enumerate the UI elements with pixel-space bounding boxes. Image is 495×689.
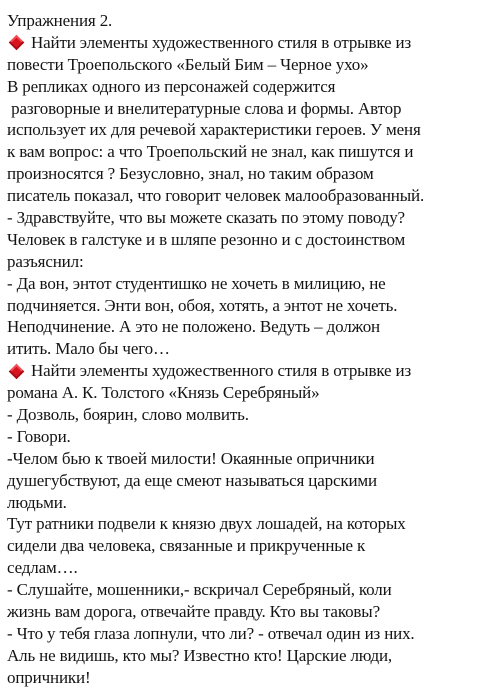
exercise-heading: Упражнения 2. xyxy=(7,11,113,30)
task1-text-line: Неподчинение. А это не положено. Ведуть – должон xyxy=(7,317,381,337)
task1-text-line: - Да вон, энтот студентишко не хочеть в милицию, не xyxy=(7,273,386,293)
task1-text-line: разъяснил: xyxy=(7,251,84,271)
task1-text-line: произносятся ? Безусловно, знал, но таким образом xyxy=(7,164,374,184)
task2-text-line: седлам…. xyxy=(7,558,78,578)
task2-text-line: -Челом бью к твоей милости! Окаянные опричники xyxy=(7,448,375,468)
task2-text-line: Аль не видишь, кто мы? Известно кто! Царские люди, xyxy=(7,645,393,665)
task2-text-line: душегубствуют, да еще смеют называться царскими xyxy=(7,470,377,490)
task1-text-line: к вам вопрос: а что Троепольский не знал, как пишутся и xyxy=(7,142,414,162)
task2-title-line: романа А. К. Толстого «Князь Серебряный» xyxy=(7,383,320,403)
red-diamond-icon xyxy=(9,35,25,51)
task1-text-line: - Здравствуйте, что вы можете сказать по этому поводу? xyxy=(7,208,405,228)
task2-text-line: людьми. xyxy=(7,492,67,512)
red-diamond-icon xyxy=(9,364,25,380)
task1-text-line: разговорные и внелитературные слова и формы. Автор xyxy=(7,98,402,118)
task2-text-line: - Слушайте, мошенники,- вскричал Серебряный, коли xyxy=(7,580,392,600)
task1-text-line: В репликах одного из персонажей содержится xyxy=(7,76,336,96)
task1-title-line: Найти элементы художественного стиля в отрывке из xyxy=(7,32,485,54)
task2-text-line: жизнь вам дорога, отвечайте правду. Кто вы таковы? xyxy=(7,602,380,622)
task2-text-line: - Говори. xyxy=(7,426,71,446)
task1-text-line: писатель показал, что говорит человек малообразованный. xyxy=(7,186,425,206)
task1-title-line: повести Троепольского «Белый Бим – Черное ухо» xyxy=(7,54,369,74)
task1-text-line: итить. Мало бы чего… xyxy=(7,339,170,359)
task1-text-line: использует их для речевой характеристики героев. У меня xyxy=(7,120,421,140)
task2-text-line: - Дозволь, боярин, слово молвить. xyxy=(7,405,249,425)
task2-text-line: сидели два человека, связанные и прикрученные к xyxy=(7,536,366,556)
task1-text-line: Человек в галстуке и в шляпе резонно и с достоинством xyxy=(7,229,406,249)
task1-text-line: подчиняется. Энти вон, обоя, хотять, а энтот не хочеть. xyxy=(7,295,398,315)
task2-title-line: Найти элементы художественного стиля в отрывке из xyxy=(7,360,485,382)
task2-text-line: - Что у тебя глаза лопнули, что ли? - отвечал один из них. xyxy=(7,623,415,643)
task2-text-line: Тут ратники подвели к князю двух лошадей, на которых xyxy=(7,514,406,534)
task2-text-line: опричники! xyxy=(7,667,91,687)
